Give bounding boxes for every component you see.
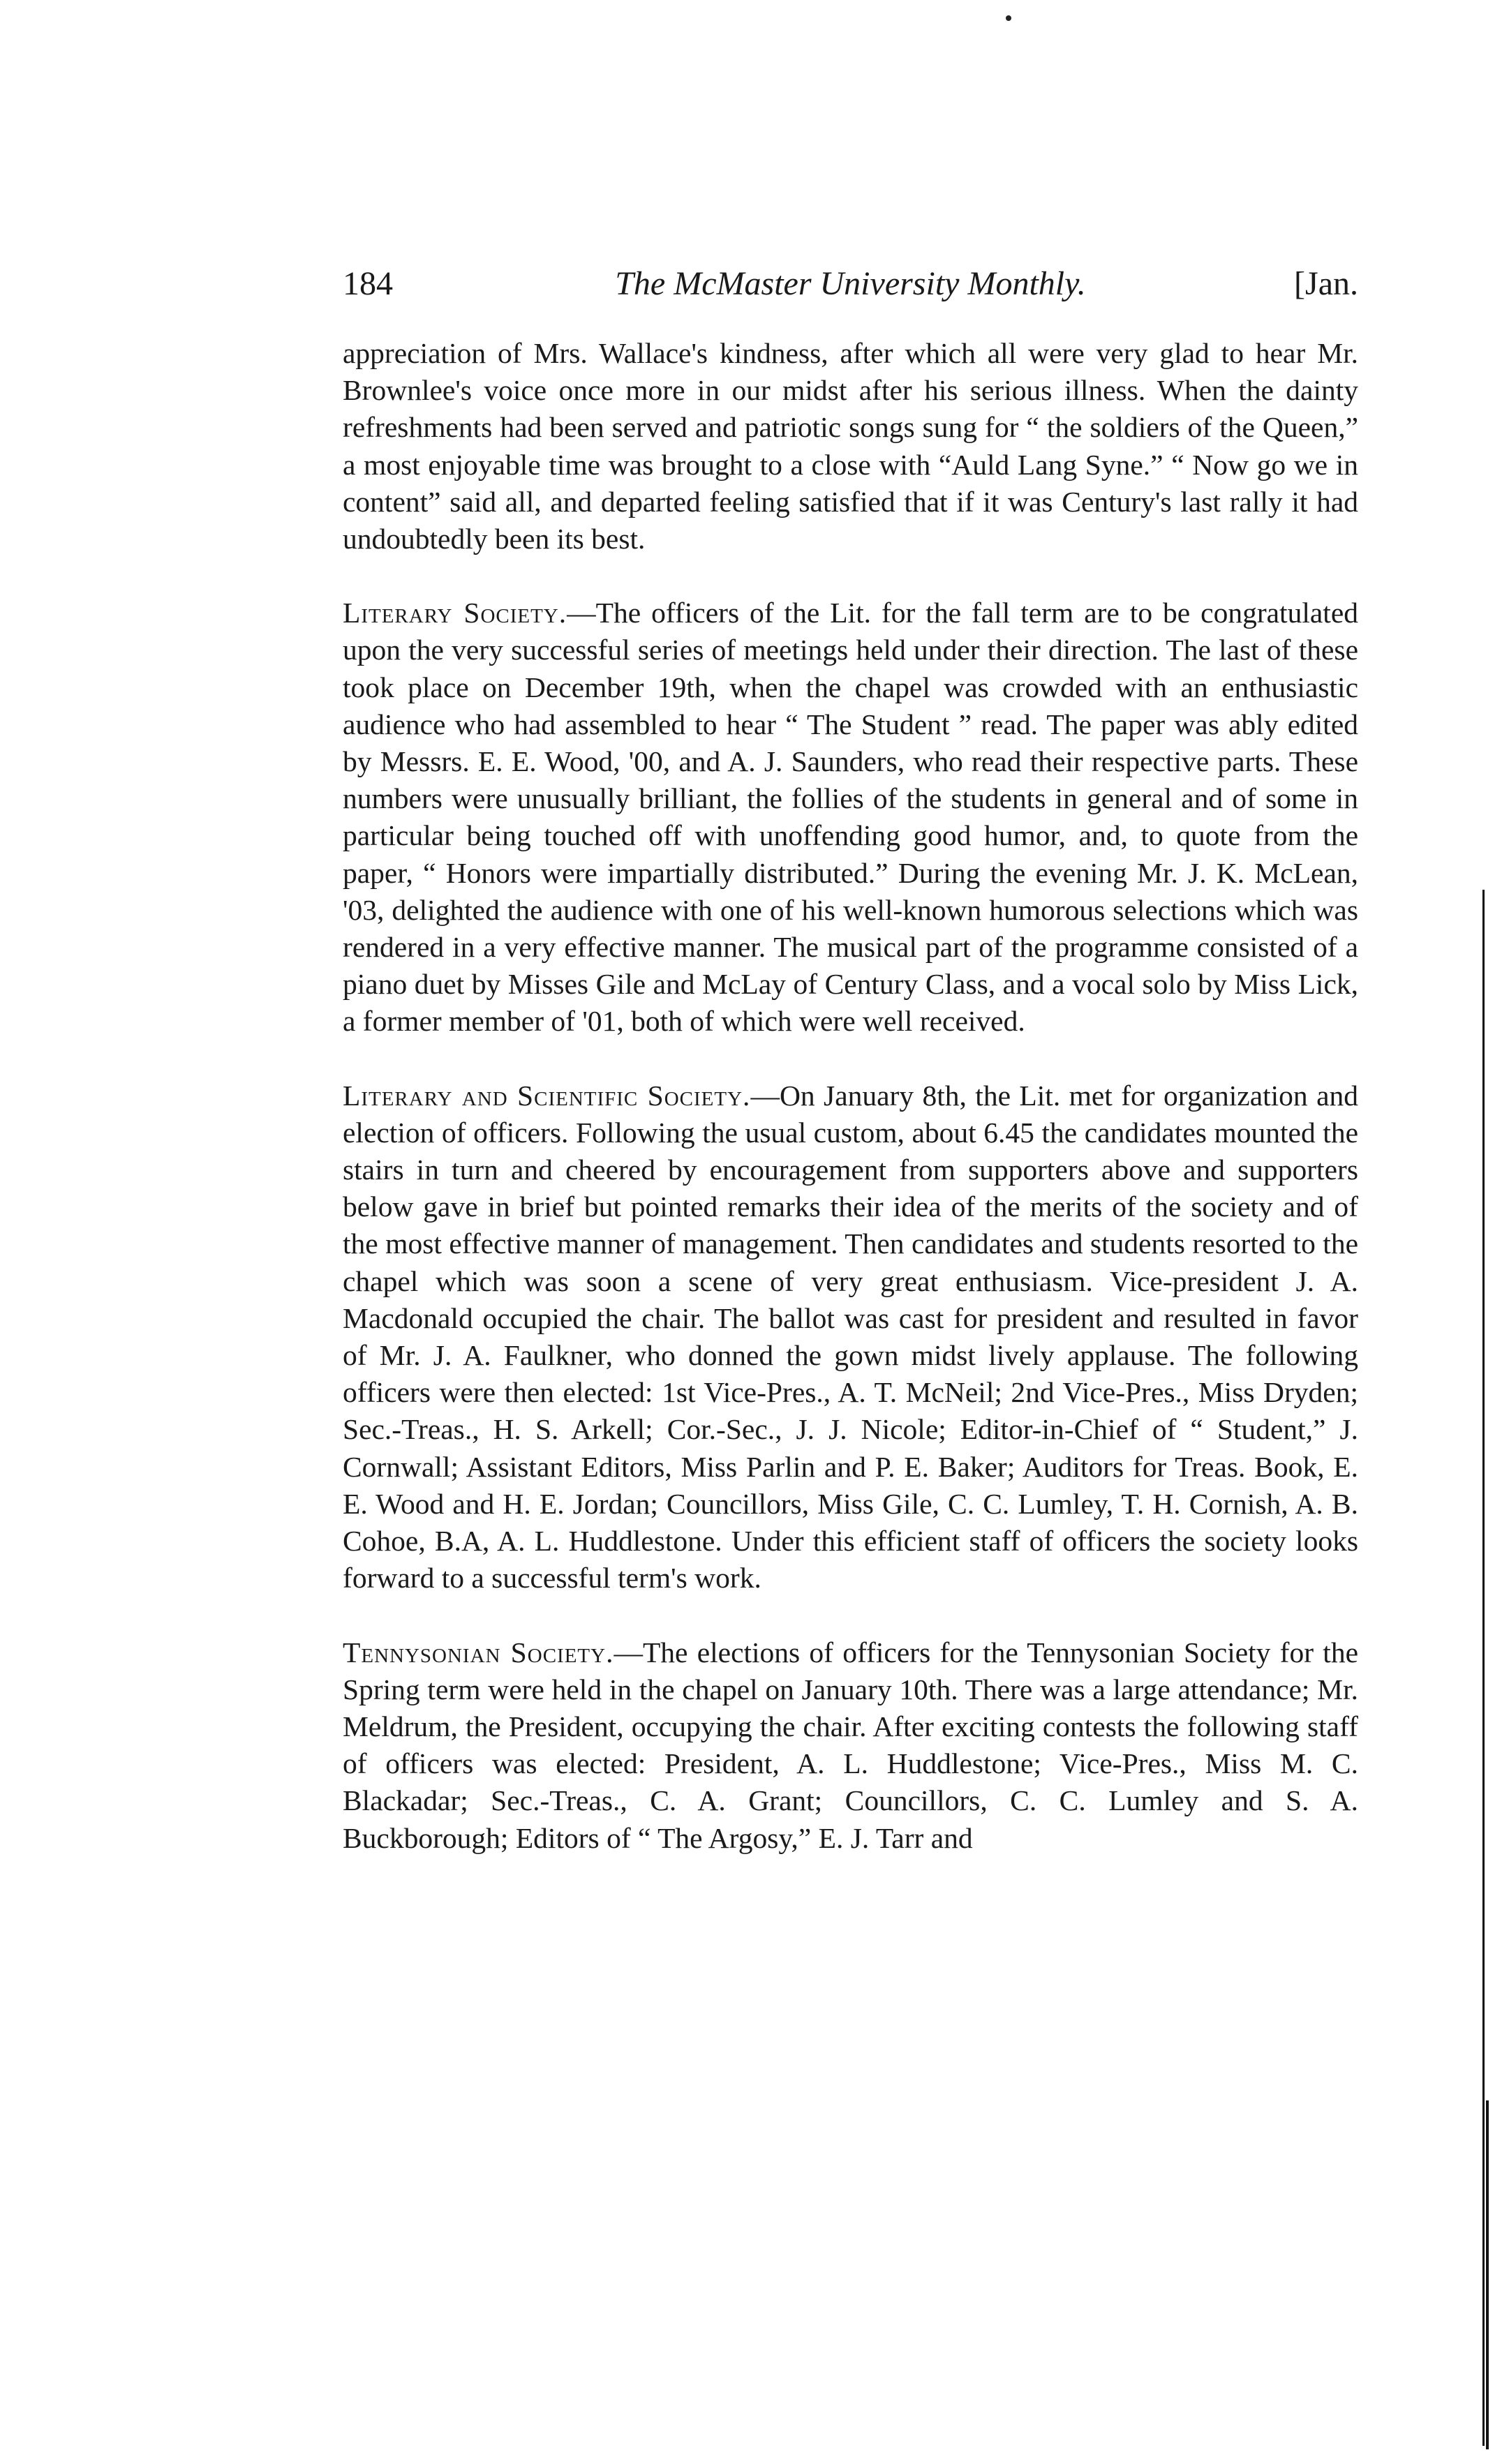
article-body xyxy=(343,335,1358,1857)
paragraph-lead: Tennysonian Society. xyxy=(343,1636,614,1668)
paragraph-lead: Literary Society. xyxy=(343,597,567,629)
scan-edge-shadow xyxy=(1486,2100,1489,2449)
paragraph-text: —On January 8th, the Lit. met for organization and election of officers. Following the usual custom, about 6.45 the candidates mounted the stairs in turn and cheered by encouragement from supporters above and supporters below gave in brief but pointed remarks their idea of the merits of the society and of the most effective manner of management. Then candidates and students resorted to the chapel which was soon a scene of very great enthusiasm. Vice-president J. A. Macdonald occupied the chair. The ballot was cast for president and resulted in favor of Mr. J. A. Faulkner, who donned the gown midst lively applause. The following officers were then elected: 1st Vice-Pres., A. T. McNeil; 2nd Vice-Pres., Miss Dryden; Sec.-Treas., H. S. Arkell; Cor.-Sec., J. J. Nicole; Editor-in-Chief of “ Student,” J. Cornwall; Assistant Editors, Miss Parlin and P. E. Baker; Auditors for Treas. Book, E. E. Wood and H. E. Jordan; Councillors, Miss Gile, C. C. Lumley, T. H. Cornish, A. B. Cohoe, B.A, A. L. Huddlestone. Under this efficient staff of officers the society looks forward to a successful term's work. xyxy=(343,1079,1358,1595)
page-number: 184 xyxy=(343,265,393,302)
paragraph-literary-scientific-society xyxy=(343,1077,1358,1597)
running-title: The McMaster University Monthly. xyxy=(615,265,1086,302)
paragraph-text: appreciation of Mrs. Wallace's kindness, after which all were very glad to hear Mr. Brownlee's voice once more in our midst after his serious illness. When the dainty refreshments had been served and patriotic songs sung for “ the soldiers of the Queen,” a most enjoyable time was brought to a close with “Auld Lang Syne.” “ Now go we in content” said all, and departed feeling satisfied that if it was Century's last rally it had undoubtedly been its best. xyxy=(343,337,1358,555)
paragraph-literary-society xyxy=(343,595,1358,1040)
paragraph-tennysonian-society xyxy=(343,1634,1358,1857)
paragraph-text: —The elections of officers for the Tennysonian Society for the Spring term were held in the chapel on January 10th. There was a large attendance; Mr. Meldrum, the President, occupying the chair. After exciting contests the following staff of officers was elected: President, A. L. Huddlestone; Vice-Pres., Miss M. C. Blackadar; Sec.-Treas., C. A. Grant; Councillors, C. C. Lumley and S. A. Buckborough; Editors of “ The Argosy,” E. J. Tarr and xyxy=(343,1636,1358,1854)
paragraph-text: —The officers of the Lit. for the fall term are to be congratulated upon the very successful series of meetings held under their direction. The last of these took place on December 19th, when the chapel was crowded with an enthusiastic audience who had assembled to hear “ The Student ” read. The paper was ably edited by Messrs. E. E. Wood, '00, and A. J. Saunders, who read their respective parts. These numbers were unusually brilliant, the follies of the students in general and of some in particular being touched off with unoffending good humor, and, to quote from the paper, “ Honors were impartially distributed.” During the evening Mr. J. K. McLean, '03, delighted the audience with one of his well-known humorous selections which was rendered in a very effective manner. The musical part of the programme consisted of a piano duet by Misses Gile and McLay of Century Class, and a vocal solo by Miss Lick, a former member of '01, both of which were well received. xyxy=(343,597,1358,1038)
scan-edge-line xyxy=(1482,890,1485,2446)
paragraph-lead: Literary and Scientific Society. xyxy=(343,1079,751,1112)
paragraph-century-class xyxy=(343,335,1358,558)
header-date: [Jan. xyxy=(1294,265,1358,302)
ink-speck xyxy=(1006,15,1011,21)
running-header xyxy=(343,260,1358,308)
